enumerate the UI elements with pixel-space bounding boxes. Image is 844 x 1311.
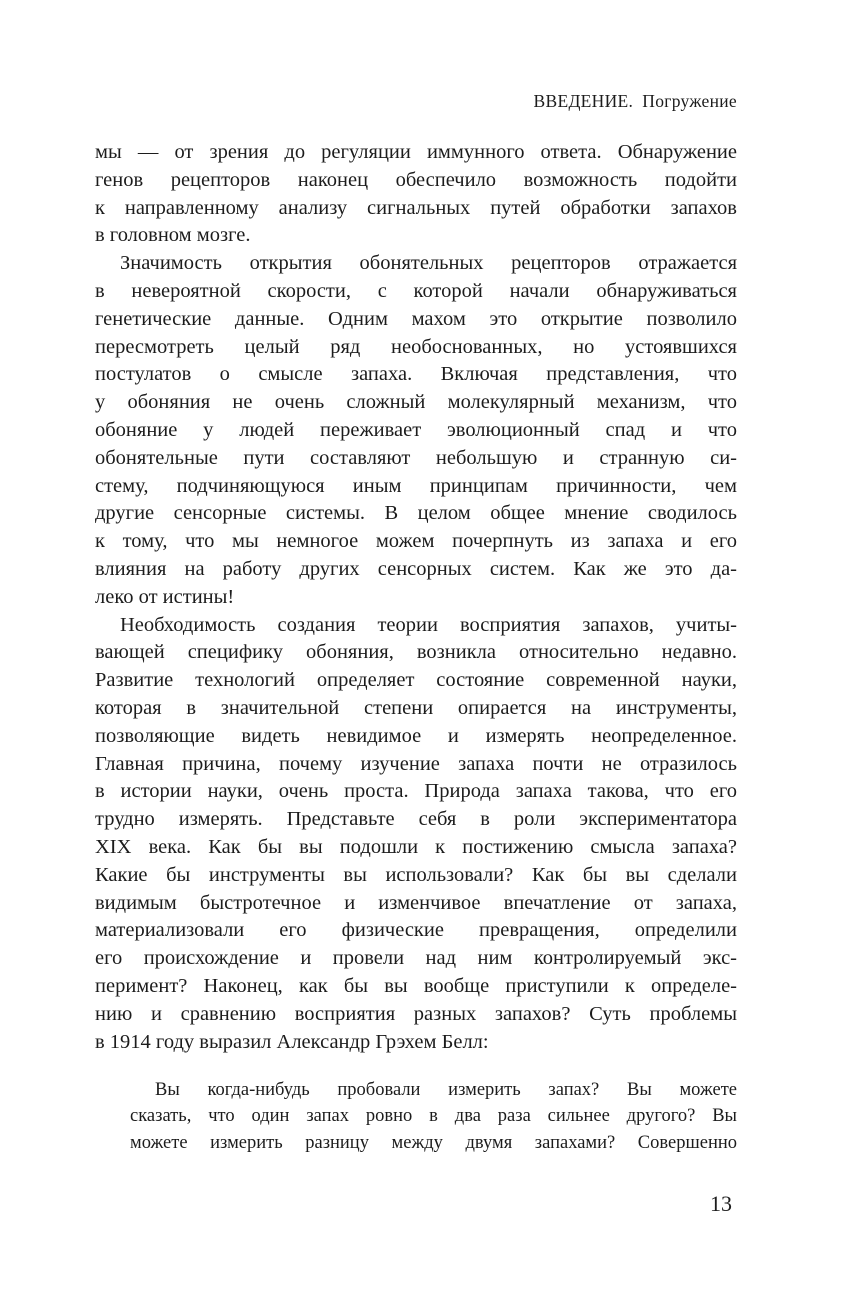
quote-line: Вы когда-нибудь пробовали измерить запах? Вы можете: [155, 1080, 737, 1100]
body-line: позволяющие видеть невидимое и измерять неопределенное.: [95, 724, 737, 747]
body-line: пересмотреть целый ряд необоснованных, но устоявшихся: [95, 335, 737, 358]
body-line: в 1914 году выразил Александр Грэхем Белл:: [95, 1030, 489, 1053]
body-line: которая в значительной степени опирается на инструменты,: [95, 696, 737, 719]
body-line: его происхождение и провели над ним контролируемый экс-: [95, 947, 737, 970]
quote-line: сказать, что один запах ровно в два раза сильнее другого? Вы: [130, 1106, 737, 1127]
body-line: Значимость открытия обонятельных рецепторов отражается: [120, 252, 737, 275]
body-line: Развитие технологий определяет состояние современной науки,: [95, 669, 737, 692]
running-header: ВВЕДЕНИЕ. Погружение: [533, 91, 737, 111]
body-line: перимент? Наконец, как бы вы вообще приступили к определе-: [95, 974, 737, 997]
body-line: в истории науки, очень проста. Природа запаха такова, что его: [95, 780, 737, 803]
body-line: Какие бы инструменты вы использовали? Как бы вы сделали: [95, 863, 737, 886]
body-line: материализовали его физические превращения, определили: [95, 919, 737, 942]
body-line: к направленному анализу сигнальных путей обработки запахов: [95, 196, 737, 219]
body-line: XIX века. Как бы вы подошли к постижению смысла запаха?: [95, 835, 737, 858]
body-line: постулатов о смысле запаха. Включая представления, что: [95, 363, 737, 386]
body-line: в головном мозге.: [95, 224, 251, 247]
body-line: другие сенсорные системы. В целом общее мнение сводилось: [95, 502, 737, 525]
body-line: стему, подчиняющуюся иным принципам причинности, чем: [95, 474, 737, 497]
quote-line: можете измерить разницу между двумя запахами? Совершенно: [130, 1132, 737, 1153]
body-line: у обоняния не очень сложный молекулярный механизм, что: [95, 391, 737, 414]
body-line: Необходимость создания теории восприятия запахов, учиты-: [120, 613, 737, 636]
body-line: в невероятной скорости, с которой начали обнаруживаться: [95, 279, 737, 302]
body-line: Главная причина, почему изучение запаха почти не отразилось: [95, 752, 737, 775]
body-line: трудно измерять. Представьте себя в роли экспериментатора: [95, 808, 737, 831]
block-quote: [130, 1077, 737, 1156]
body-line: вающей специфику обоняния, возникла относительно недавно.: [95, 641, 737, 664]
body-line: генетические данные. Одним махом это открытие позволило: [95, 307, 737, 330]
body-text: [95, 139, 737, 1056]
body-line: леко от истины!: [95, 585, 235, 608]
body-line: мы — от зрения до регуляции иммунного ответа. Обнаружение: [95, 141, 737, 163]
body-line: влияния на работу других сенсорных систем. Как же это да-: [95, 557, 737, 580]
body-line: нию и сравнению восприятия разных запахов? Суть проблемы: [95, 1002, 737, 1025]
body-line: обоняние у людей переживает эволюционный спад и что: [95, 418, 737, 441]
body-line: обонятельные пути составляют небольшую и странную си-: [95, 446, 737, 469]
body-line: к тому, что мы немногое можем почерпнуть из запаха и его: [95, 530, 737, 553]
page-number: 13: [710, 1191, 732, 1216]
body-line: видимым быстротечное и изменчивое впечатление от запаха,: [95, 891, 737, 914]
body-line: генов рецепторов наконец обеспечило возможность подойти: [95, 168, 737, 191]
